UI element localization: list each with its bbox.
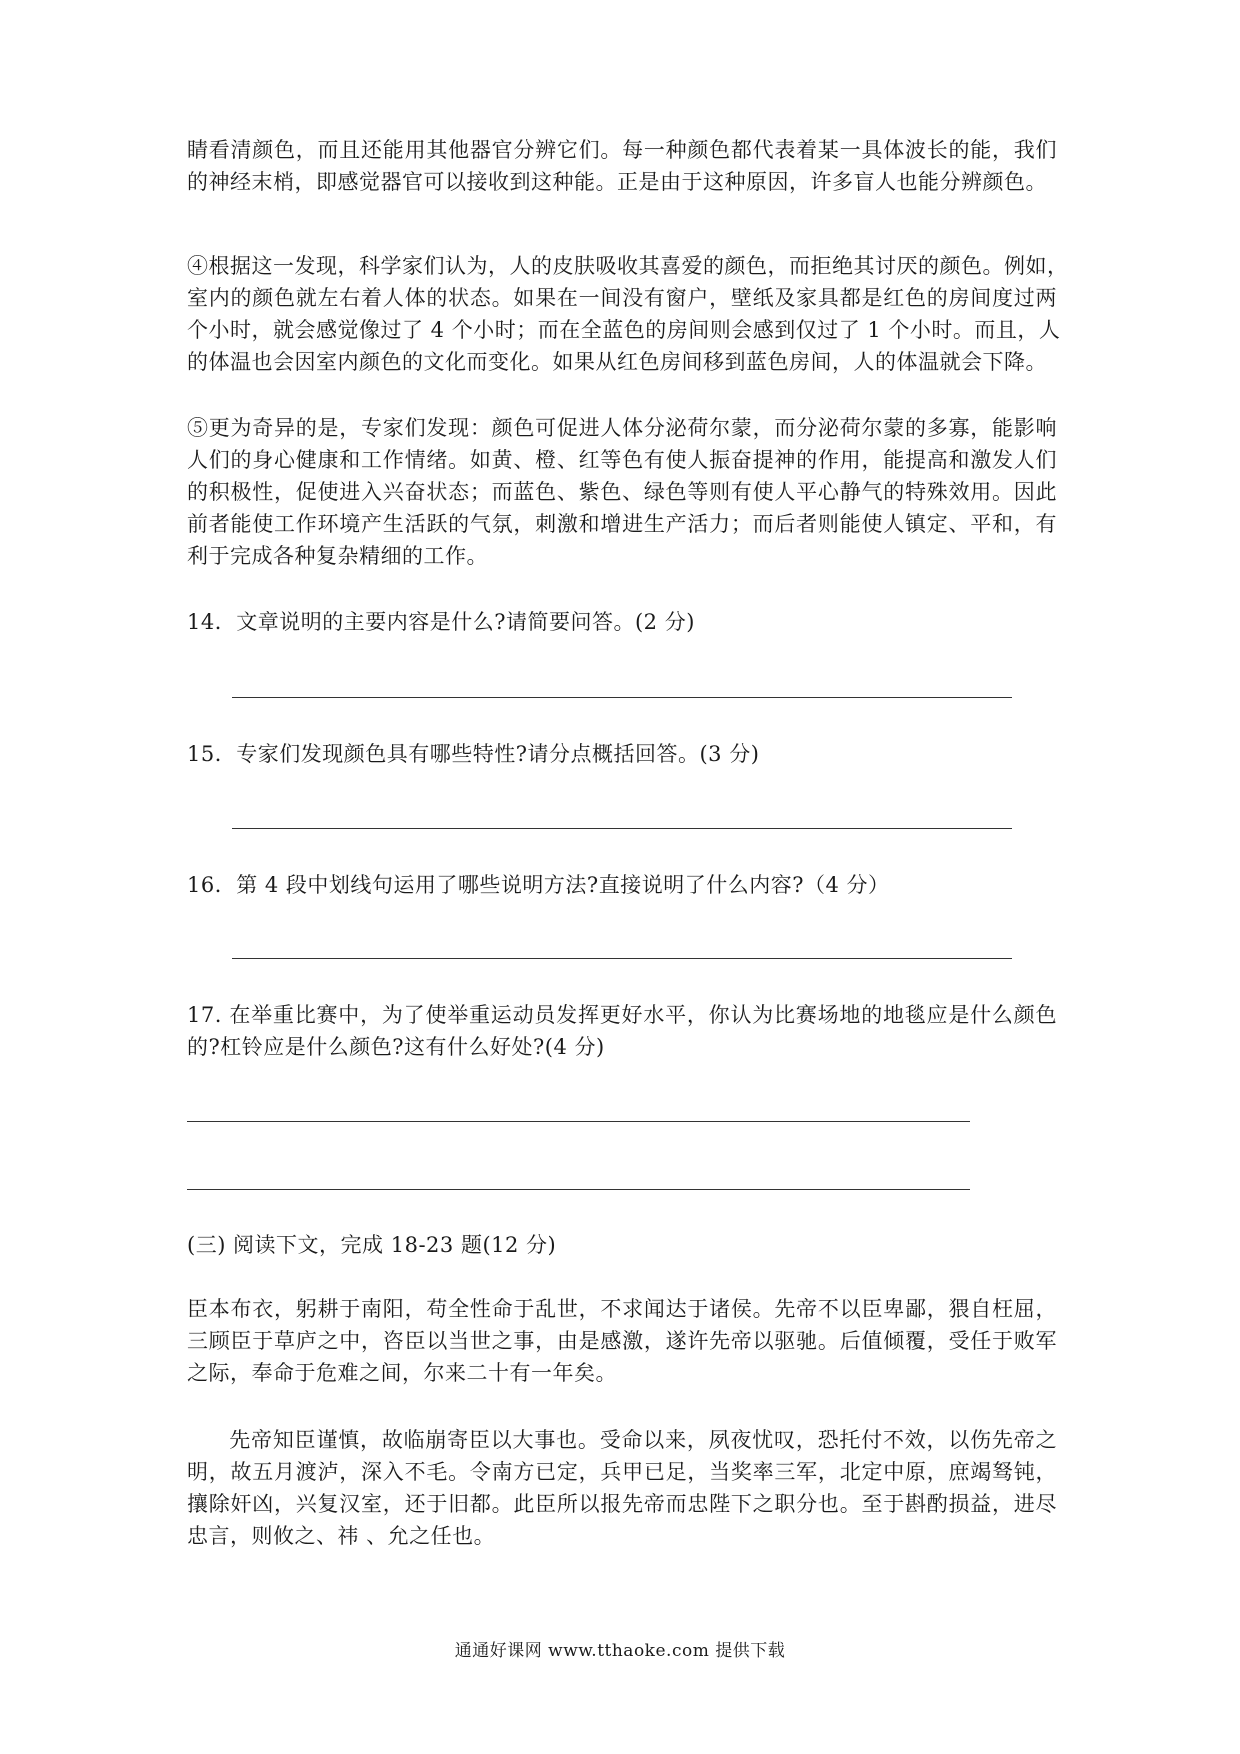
paragraph-line: [187, 1424, 1057, 1456]
paragraph-line: 室内的颜色就左右着人体的状态。如果在一间没有窗户，壁纸及家具都是红色的房间度过两: [187, 286, 1057, 310]
page-footer: 通通好课网 www.tthaoke.com 提供下载: [454, 1641, 786, 1661]
answer-line-16[interactable]: [232, 958, 1012, 959]
paragraph-line: ④根据这一发现，科学家们认为，人的皮肤吸收其喜爱的颜色，而拒绝其讨厌的颜色。例如，: [187, 254, 1069, 278]
paragraph-line: ⑤更为奇异的是，专家们发现：颜色可促进人体分泌荷尔蒙，而分泌荷尔蒙的多寡，能影响: [187, 416, 1057, 440]
article-paragraph-4: [187, 250, 1069, 378]
paragraph-line: 前者能使工作环境产生活跃的气氛，刺激和增进生产活力；而后者则能使人镇定、平和，有: [187, 512, 1057, 536]
article-paragraph-5: [187, 412, 1057, 572]
question-line: 17. 在举重比赛中，为了使举重运动员发挥更好水平，你认为比赛场地的地毯应是什么颜色: [187, 1003, 1057, 1027]
question-14: 14．文章说明的主要内容是什么?请简要问答。(2 分): [187, 610, 695, 634]
question-17: [187, 999, 1057, 1063]
paragraph-line: 人们的身心健康和工作情绪。如黄、橙、红等色有使人振奋提神的作用，能提高和激发人们: [187, 448, 1057, 472]
question-line: 的?杠铃应是什么颜色?这有什么好处?(4 分): [187, 1035, 605, 1059]
answer-line-14[interactable]: [232, 697, 1012, 698]
section-3-paragraph-2: [187, 1424, 1057, 1552]
paragraph-line: 臣本布衣，躬耕于南阳，苟全性命于乱世，不求闻达于诸侯。先帝不以臣卑鄙，猥自枉屈，: [187, 1297, 1057, 1321]
question-16: 16．第 4 段中划线句运用了哪些说明方法?直接说明了什么内容?（4 分）: [187, 873, 890, 897]
paragraph-line: 攘除奸凶，兴复汉室，还于旧都。此臣所以报先帝而忠陛下之职分也。至于斟酌损益，进尽: [187, 1492, 1057, 1516]
paragraph-line: 的神经末梢，即感觉器官可以接收到这种能。正是由于这种原因，许多盲人也能分辨颜色。: [187, 170, 1047, 194]
answer-line-17a[interactable]: [187, 1121, 970, 1122]
paragraph-line: 睛看清颜色，而且还能用其他器官分辨它们。每一种颜色都代表着某一具体波长的能，我们: [187, 138, 1057, 162]
paragraph-line: 的体温也会因室内颜色的文化而变化。如果从红色房间移到蓝色房间，人的体温就会下降。: [187, 350, 1047, 374]
section-3-paragraph-1: [187, 1293, 1057, 1389]
answer-line-17b[interactable]: [187, 1189, 970, 1190]
answer-line-15[interactable]: [232, 828, 1012, 829]
paragraph-line: 忠言，则攸之、祎 、允之任也。: [187, 1524, 496, 1548]
paragraph-line: 明，故五月渡泸，深入不毛。令南方已定，兵甲已足，当奖率三军，北定中原，庶竭驽钝，: [187, 1460, 1057, 1484]
paragraph-line: 三顾臣于草庐之中，咨臣以当世之事，由是感激，遂许先帝以驱驰。后值倾覆，受任于败军: [187, 1329, 1057, 1353]
paragraph-line: 之际，奉命于危难之间，尔来二十有一年矣。: [187, 1361, 617, 1385]
paragraph-line: 的积极性，促使进入兴奋状态；而蓝色、紫色、绿色等则有使人平心静气的特殊效用。因此: [187, 480, 1057, 504]
paragraph-line: 个小时，就会感觉像过了 4 个小时；而在全蓝色的房间则会感到仅过了 1 个小时。而且，人: [187, 318, 1061, 342]
article-paragraph-3: [187, 134, 1057, 198]
question-15: 15．专家们发现颜色具有哪些特性?请分点概括回答。(3 分): [187, 742, 760, 766]
section-3-heading: (三) 阅读下文，完成 18-23 题(12 分): [187, 1233, 557, 1257]
paragraph-line: 利于完成各种复杂精细的工作。: [187, 544, 488, 568]
paragraph-line-text: 先帝知臣谨慎，故临崩寄臣以大事也。受命以来，夙夜忧叹，恐托付不效，以伤先帝之: [229, 1428, 1057, 1452]
